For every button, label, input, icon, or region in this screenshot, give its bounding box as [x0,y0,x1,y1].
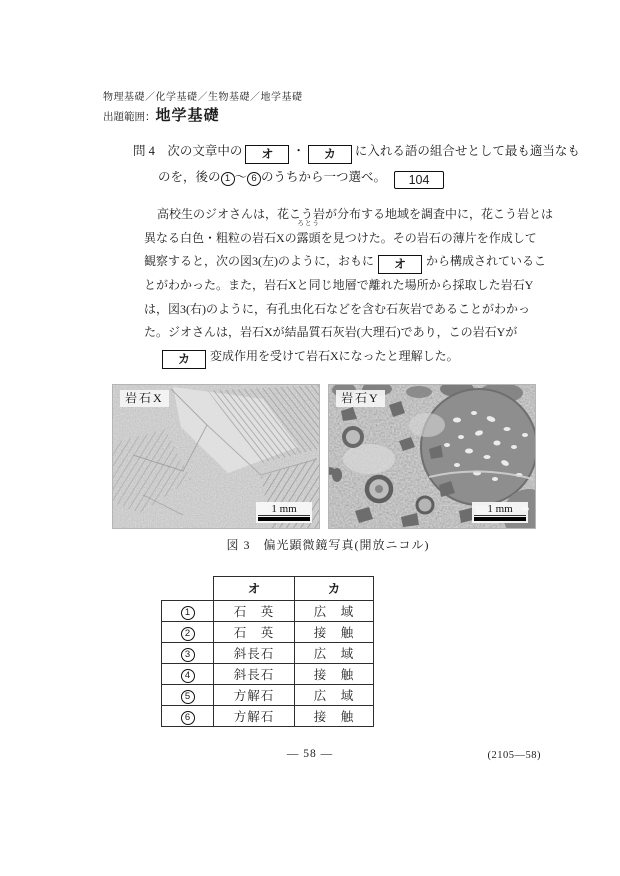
option-ka-value: 接 触 [295,621,374,642]
passage-line2-pre: 異なる白色・粗粒の岩石Xの [144,230,297,245]
passage-line: とがわかった。また，岩石Xと同じ地層で離れた場所から採取した岩石Y [144,278,534,293]
option-o-value: 方解石 [214,684,295,705]
option-range-first: 1 [221,172,235,186]
passage-line7-post: 変成作用を受けて岩石Xになったと理解した。 [210,349,459,364]
stem-dot: ・ [292,144,305,158]
scale-text: 1 mm [258,503,310,516]
exam-range [103,107,620,126]
stem-line2-pre: のを，後の [158,170,221,184]
ruby-text: ろとう [297,219,320,227]
option-o-value: 斜長石 [214,642,295,663]
option-number: 4 [181,669,195,683]
answer-combination-table [161,576,374,727]
passage-line [144,345,546,369]
figure-caption: 図 3 偏光顕微鏡写真(開放ニコル) [226,537,430,552]
passage [144,203,554,369]
page-number: — 58 — [286,748,334,760]
table-corner-blank [162,576,214,600]
blank-box-ka: カ [308,145,352,164]
table-header-row [162,576,374,600]
figure-3 [112,384,620,529]
option-o-value: 方解石 [214,705,295,726]
passage-blank-box-ka: カ [162,350,206,369]
answer-number-box: 104 [394,171,444,189]
rock-x-photomicrograph [112,384,320,529]
passage-line: た。ジオさんは，岩石Xが結晶質石灰岩(大理石)であり，この岩石Yが [144,325,518,340]
option-number: 6 [181,711,195,725]
passage-line [144,219,546,251]
rock-y-label: 岩石Y [336,390,385,407]
scale-bar [258,517,310,521]
option-number: 5 [181,690,195,704]
option-o-value: 石 英 [214,600,295,621]
question-stem-pre: 問 4 次の文章中の [133,144,243,158]
option-ka-value: 広 域 [295,600,374,621]
rock-y-scalebar [472,502,528,523]
option-ka-value: 接 触 [295,663,374,684]
exam-range-label: 出題範囲： [103,111,156,123]
table-row [162,642,374,663]
passage-blank-box-o: オ [378,255,422,274]
passage-line3-pre: 観察すると，次の図3(左)のように，おもに [144,254,374,269]
document-code: (2105—58) [487,750,541,761]
passage-line: は，図3(右)のように，有孔虫化石などを含む石灰岩であることがわかっ [144,301,530,316]
passage-line2-post: を見つけた。その岩石の薄片を作成して [320,230,537,245]
passage-line: 高校生のジオさんは，花こう岩が分布する地域を調査中に，花こう岩とは [157,207,554,221]
rock-x-label: 岩石X [120,390,169,407]
table-row [162,600,374,621]
table-row [162,705,374,726]
question-stem-line2 [158,167,620,189]
ruby-rotou [296,219,321,251]
table-row [162,663,374,684]
option-number: 3 [181,648,195,662]
option-number: 2 [181,627,195,641]
rock-x-scalebar [256,502,312,523]
rock-y-photomicrograph [328,384,536,529]
ruby-base: 露頭 [296,230,321,245]
passage-line [144,250,546,274]
scale-text: 1 mm [474,503,526,516]
table-row [162,684,374,705]
subject-list: 物理基礎／化学基礎／生物基礎／地学基礎 [103,92,303,103]
column-header-o: オ [214,576,295,600]
stem-line2-post: のうちから一つ選べ。 [261,170,387,184]
column-header-ka: カ [295,576,374,600]
option-o-value: 石 英 [214,621,295,642]
exam-range-value: 地学基礎 [155,107,220,124]
passage-line3-post: から構成されているこ [426,254,547,269]
table-row [162,621,374,642]
question-stem-line1 [133,141,620,164]
option-ka-value: 広 域 [295,684,374,705]
question-stem-post: に入れる語の組合せとして最も適当なも [354,144,580,158]
scale-bar [474,517,526,521]
option-range-last: 6 [247,172,261,186]
option-range-tilde: ～ [234,170,248,184]
blank-box-o: オ [245,145,289,164]
option-ka-value: 接 触 [295,705,374,726]
option-ka-value: 広 域 [295,642,374,663]
option-number: 1 [181,606,195,620]
option-o-value: 斜長石 [214,663,295,684]
